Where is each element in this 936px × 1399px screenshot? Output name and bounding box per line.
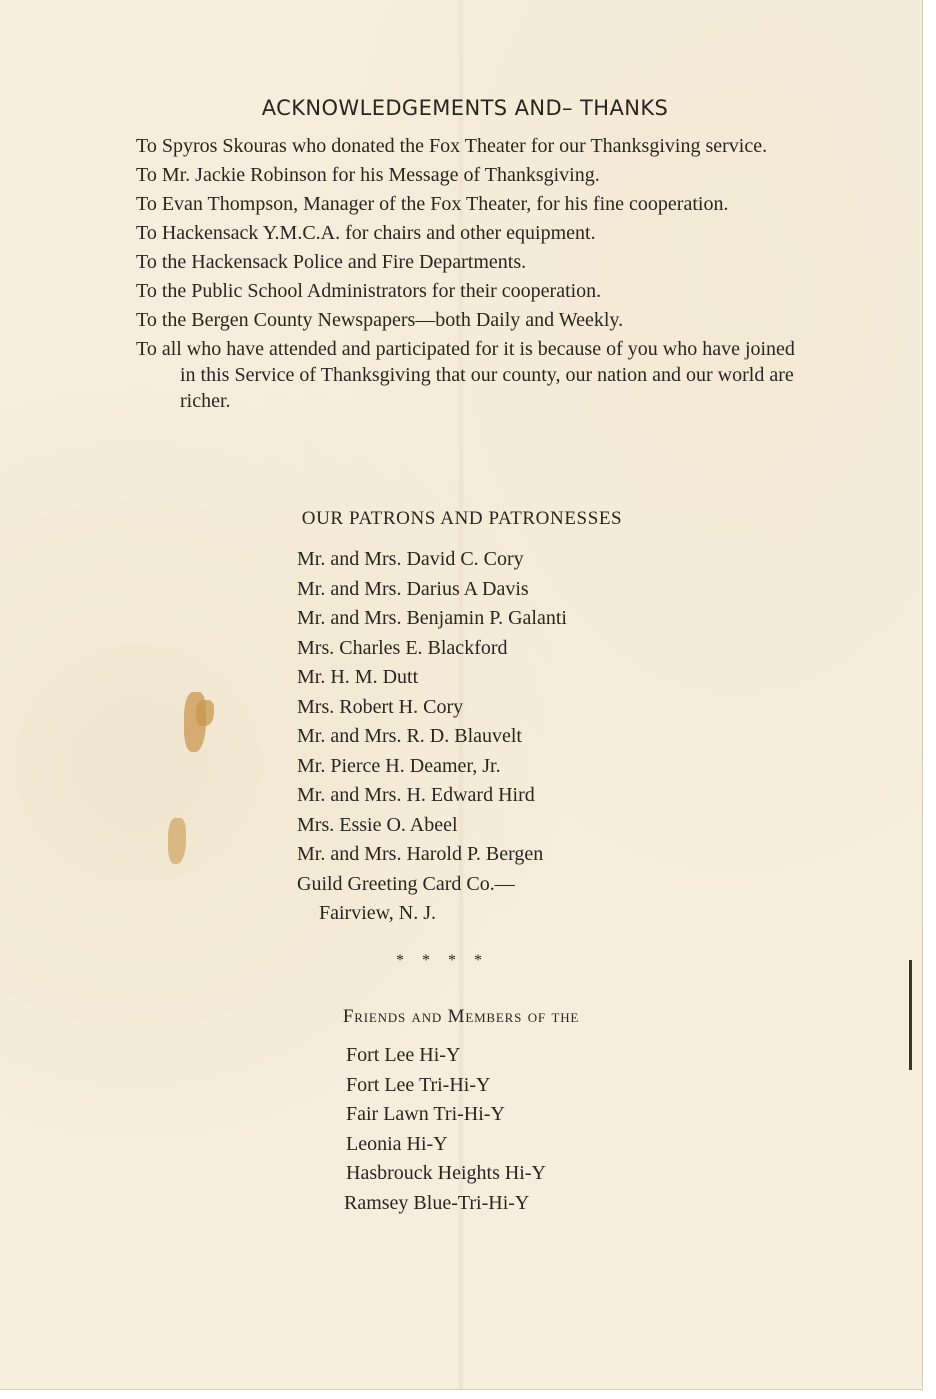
- club-name: Fort Lee Hi-Y: [346, 1044, 461, 1066]
- acknowledgements-list: [136, 133, 806, 417]
- club-name: Leonia Hi-Y: [346, 1132, 448, 1155]
- patrons-heading: OUR PATRONS AND PATRONESSES: [301, 508, 623, 529]
- patron-name: Mrs. Charles E. Blackford: [297, 636, 508, 659]
- patron-name: Guild Greeting Card Co.—: [297, 872, 515, 895]
- patron-name: Mrs. Essie O. Abeel: [297, 813, 458, 836]
- patron-name: Mr. and Mrs. Darius A Davis: [297, 577, 529, 600]
- section-separator: * * * *: [396, 952, 482, 969]
- acknowledgement-item: To all who have attended and participated for it is because of you who have joined in this Service of Thanksgiving that our county, our nation and our world are richer.: [136, 338, 795, 412]
- patron-name: Mr. and Mrs. H. Edward Hird: [297, 784, 535, 806]
- acknowledgement-item: To the Bergen County Newspapers—both Daily and Weekly.: [136, 309, 624, 331]
- friends-list: [346, 1041, 546, 1218]
- acknowledgement-item: To Evan Thompson, Manager of the Fox Theater, for his fine cooperation.: [136, 193, 729, 215]
- friends-heading: Friends and Members of the: [342, 1006, 580, 1027]
- patron-name: Mrs. Robert H. Cory: [297, 695, 464, 718]
- water-stain: [196, 700, 214, 726]
- patron-name: Mr. and Mrs. Benjamin P. Galanti: [297, 607, 567, 629]
- club-name: Hasbrouck Heights Hi-Y: [346, 1162, 546, 1184]
- club-name: Ramsey Blue-Tri-Hi-Y: [344, 1191, 530, 1214]
- patron-location: Fairview, N. J.: [319, 902, 437, 924]
- patron-name: Mr. and Mrs. Harold P. Bergen: [297, 843, 544, 865]
- acknowledgement-item: To Spyros Skouras who donated the Fox Theater for our Thanksgiving service.: [136, 135, 768, 157]
- acknowledgements-title: ACKNOWLEDGEMENTS AND– THANKS: [261, 96, 669, 120]
- patron-name: Mr. and Mrs. David C. Cory: [297, 548, 524, 570]
- acknowledgement-item: To the Public School Administrators for their cooperation.: [136, 280, 602, 302]
- acknowledgement-item: To the Hackensack Police and Fire Departments.: [136, 251, 527, 273]
- patron-name: Mr. and Mrs. R. D. Blauvelt: [297, 725, 522, 747]
- acknowledgement-item: To Mr. Jackie Robinson for his Message of Thanksgiving.: [136, 164, 600, 186]
- water-stain: [168, 818, 186, 864]
- patron-name: Mr. H. M. Dutt: [297, 666, 419, 688]
- club-name: Fair Lawn Tri-Hi-Y: [346, 1103, 505, 1125]
- acknowledgement-item: To Hackensack Y.M.C.A. for chairs and other equipment.: [136, 222, 596, 244]
- patron-name: Mr. Pierce H. Deamer, Jr.: [297, 754, 501, 777]
- patrons-list: [297, 545, 567, 929]
- club-name: Fort Lee Tri-Hi-Y: [346, 1073, 491, 1096]
